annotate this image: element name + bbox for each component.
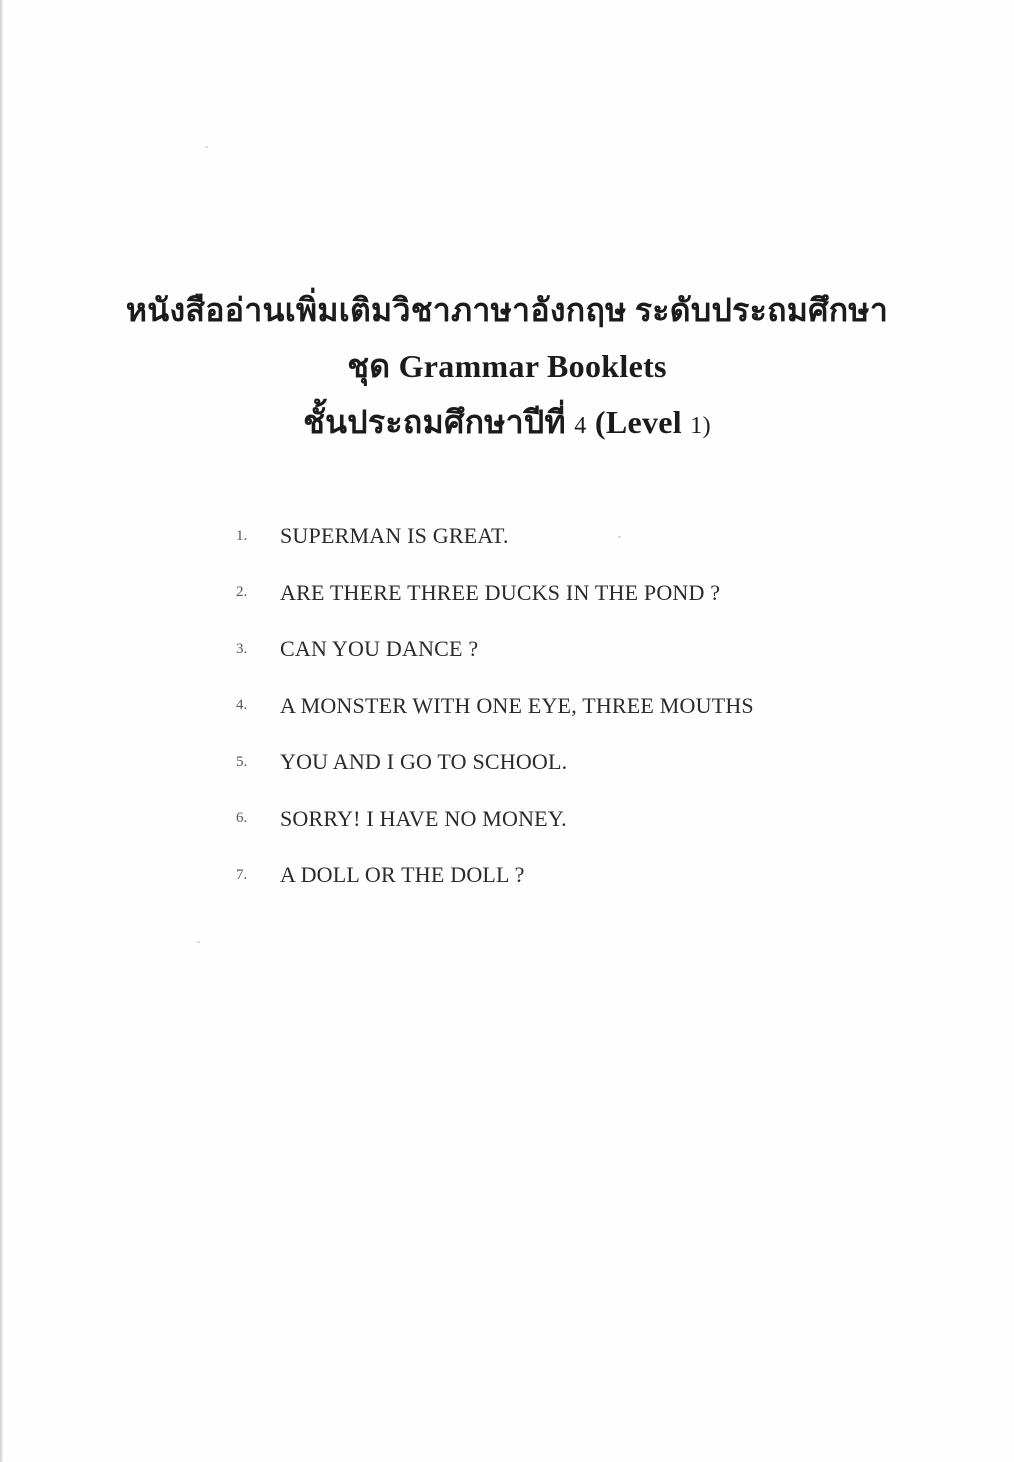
scan-speck	[197, 941, 200, 943]
list-item	[236, 565, 936, 622]
item-text: A DOLL OR THE DOLL ?	[280, 862, 525, 888]
item-number: 7.	[236, 866, 248, 883]
list-item	[236, 678, 936, 735]
item-text: SUPERMAN IS GREAT.	[280, 523, 509, 549]
series-prefix: ชุด	[347, 348, 391, 384]
item-number: 1.	[236, 527, 248, 544]
list-item	[236, 621, 936, 678]
header-line-1	[0, 282, 1014, 338]
item-text: YOU AND I GO TO SCHOOL.	[280, 749, 568, 775]
item-number: 5.	[236, 753, 248, 770]
list-item	[236, 791, 936, 848]
item-number: 6.	[236, 810, 248, 827]
item-number: 2.	[236, 584, 248, 601]
header-line-3	[0, 394, 1014, 454]
scan-speck	[205, 146, 208, 148]
item-text: ARE THERE THREE DUCKS IN THE POND ?	[280, 579, 721, 605]
level-label: (Level	[594, 404, 682, 440]
series-title: Grammar Booklets	[398, 348, 667, 384]
list-item	[236, 847, 936, 904]
booklet-list	[236, 508, 936, 904]
list-item	[236, 734, 936, 791]
scan-edge	[0, 0, 3, 1462]
item-text: SORRY! I HAVE NO MONEY.	[280, 805, 567, 831]
header-line-2	[0, 338, 1014, 394]
item-number: 4.	[236, 697, 248, 714]
item-number: 3.	[236, 640, 248, 657]
item-text: A MONSTER WITH ONE EYE, THREE MOUTHS	[280, 692, 754, 718]
grade-prefix: ชั้นประถมศึกษาปีที่	[303, 404, 566, 440]
list-item	[236, 508, 936, 565]
grade-number: 4	[574, 413, 587, 439]
header-title-thai: หนังสืออ่านเพิ่มเติมวิชาภาษาอังกฤษ ระดับประถมศึกษา	[125, 292, 889, 328]
level-number: 1)	[690, 413, 711, 439]
document-header	[0, 282, 1014, 454]
item-text: CAN YOU DANCE ?	[280, 636, 479, 662]
